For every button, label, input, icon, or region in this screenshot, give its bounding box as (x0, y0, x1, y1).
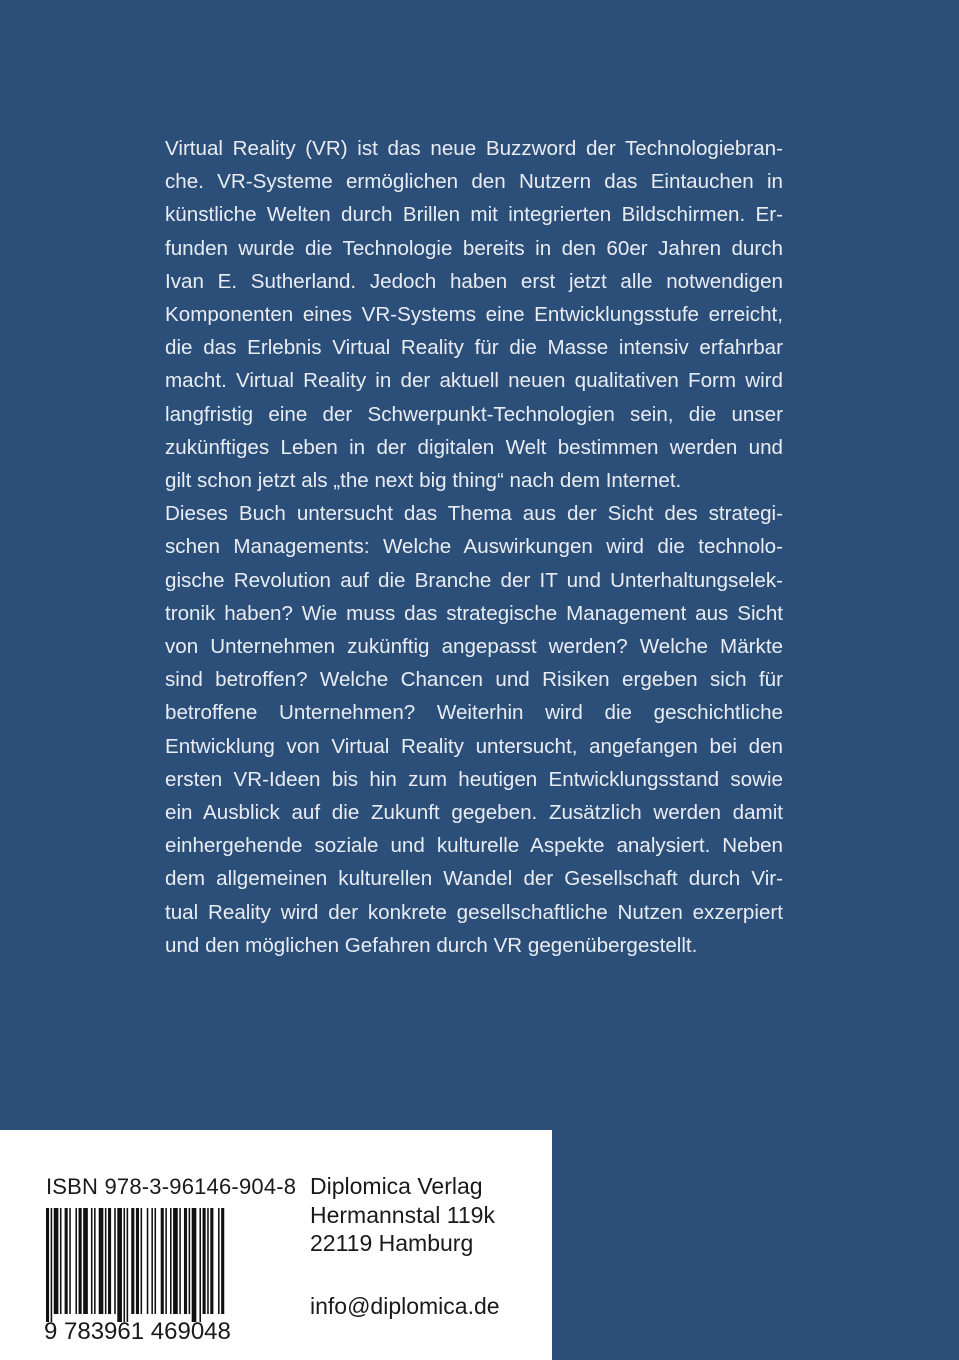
blurb-line: macht. Virtual Reality in der aktuell neuen qualitativen Form wird (165, 369, 783, 393)
blurb-line: ein Ausblick auf die Zukunft gegeben. Zusätzlich werden damit (165, 801, 783, 825)
blurb-line: che. VR-Systeme ermöglichen den Nutzern das Eintauchen in (165, 170, 783, 194)
isbn-publisher-box (0, 1130, 552, 1360)
barcode-bar (54, 1208, 59, 1314)
barcode-bar (60, 1208, 62, 1314)
blurb-line: tronik haben? Wie muss das strategische Management aus Sicht (165, 601, 783, 625)
blurb-line: Komponenten eines VR-Systems eine Entwicklungsstufe erreicht, (165, 303, 783, 327)
blurb-line: künstliche Welten durch Brillen mit integrierten Bildschirmen. Er- (165, 203, 783, 227)
barcode-bar (117, 1208, 122, 1322)
barcode-bar (94, 1208, 96, 1314)
blurb-line: und den möglichen Gefahren durch VR gegenübergestellt. (165, 933, 698, 957)
blurb-line: gische Revolution auf die Branche der IT und Unterhaltungselek- (165, 568, 783, 592)
publisher-city: 22119 Hamburg (310, 1230, 474, 1256)
barcode-bar (75, 1208, 77, 1314)
blurb-line: dem allgemeinen kulturellen Wandel der Gesellschaft durch Vir- (165, 867, 783, 891)
barcode-bar (147, 1208, 149, 1314)
barcode-bar (173, 1208, 178, 1314)
barcode-bar (155, 1208, 157, 1314)
barcode-bar (161, 1208, 164, 1314)
blurb-line: einhergehende soziale und kulturelle Aspekte analysiert. Neben (165, 834, 783, 858)
barcode-bar (99, 1208, 104, 1314)
barcode-bar (141, 1208, 143, 1314)
barcode-bar (210, 1208, 213, 1314)
barcode-bar (170, 1208, 172, 1314)
barcode-bar (192, 1208, 197, 1322)
barcode-bar (179, 1208, 181, 1314)
barcode-digits: 9 783961 469048 (44, 1318, 231, 1345)
blurb-line: Entwicklung von Virtual Reality untersucht, angefangen bei den (165, 734, 783, 758)
barcode-bar (124, 1208, 126, 1322)
barcode-bar (65, 1208, 68, 1314)
barcode-bar (127, 1208, 129, 1322)
blurb-line: Ivan E. Sutherland. Jedoch haben erst jetzt alle notwendigen (165, 269, 783, 293)
blurb-line: funden wurde die Technologie bereits in den 60er Jahren durch (165, 236, 783, 260)
barcode-bar (221, 1208, 224, 1314)
barcode-bar (203, 1208, 206, 1314)
blurb-line: ersten VR-Ideen bis hin zum heutigen Entwicklungsstand sowie (165, 767, 783, 791)
blurb-line: von Unternehmen zukünftig angepasst werden? Welche Märkte (165, 635, 783, 659)
barcode-bar (105, 1208, 107, 1314)
blurb-line: betroffene Unternehmen? Weiterhin wird die geschichtliche (165, 701, 783, 725)
barcode-bar (165, 1208, 167, 1314)
isbn-label: ISBN 978-3-96146-904-8 (46, 1174, 297, 1199)
back-cover-blurb (165, 132, 783, 962)
blurb-line: langfristig eine der Schwerpunkt-Technologien sein, die unser (165, 402, 783, 426)
barcode-bar (218, 1208, 220, 1314)
barcode (44, 1208, 284, 1322)
barcode-bar (69, 1208, 71, 1314)
barcode-bar (189, 1208, 191, 1314)
blurb-line: Dieses Buch untersucht das Thema aus der Sicht des strategi- (165, 502, 783, 526)
blurb-line: sind betroffen? Welche Chancen und Risiken ergeben sich für (165, 668, 783, 692)
barcode-bar (207, 1208, 209, 1314)
barcode-bar (51, 1208, 53, 1322)
barcode-bar (46, 1208, 49, 1322)
blurb-line: zukünftiges Leben in der digitalen Welt bestimmen werden und (165, 435, 783, 459)
blurb-line: schen Managements: Welche Auswirkungen wird die technolo- (165, 535, 783, 559)
barcode-bar (184, 1208, 187, 1314)
barcode-bar (114, 1208, 116, 1314)
barcode-bar (79, 1208, 82, 1314)
publisher-email: info@diplomica.de (310, 1292, 500, 1319)
barcode-bar (151, 1208, 153, 1314)
publisher-name: Diplomica Verlag (310, 1173, 483, 1199)
barcode-bar (83, 1208, 88, 1314)
barcode-bar (136, 1208, 139, 1314)
blurb-line: die das Erlebnis Virtual Reality für die Masse intensiv erfahrbar (165, 336, 783, 360)
blurb-line: tual Reality wird der konkrete gesellschaftliche Nutzen exzerpiert (165, 900, 783, 924)
barcode-bar (199, 1208, 201, 1322)
blurb-line: Virtual Reality (VR) ist das neue Buzzword der Technologiebran- (165, 137, 783, 160)
publisher-address (310, 1172, 500, 1320)
publisher-street: Hermannstal 119k (310, 1201, 495, 1228)
blurb-line: gilt schon jetzt als „the next big thing“ nach dem Internet. (165, 469, 682, 493)
barcode-bar (108, 1208, 111, 1314)
barcode-bar (91, 1208, 93, 1314)
barcode-bar (131, 1208, 134, 1314)
